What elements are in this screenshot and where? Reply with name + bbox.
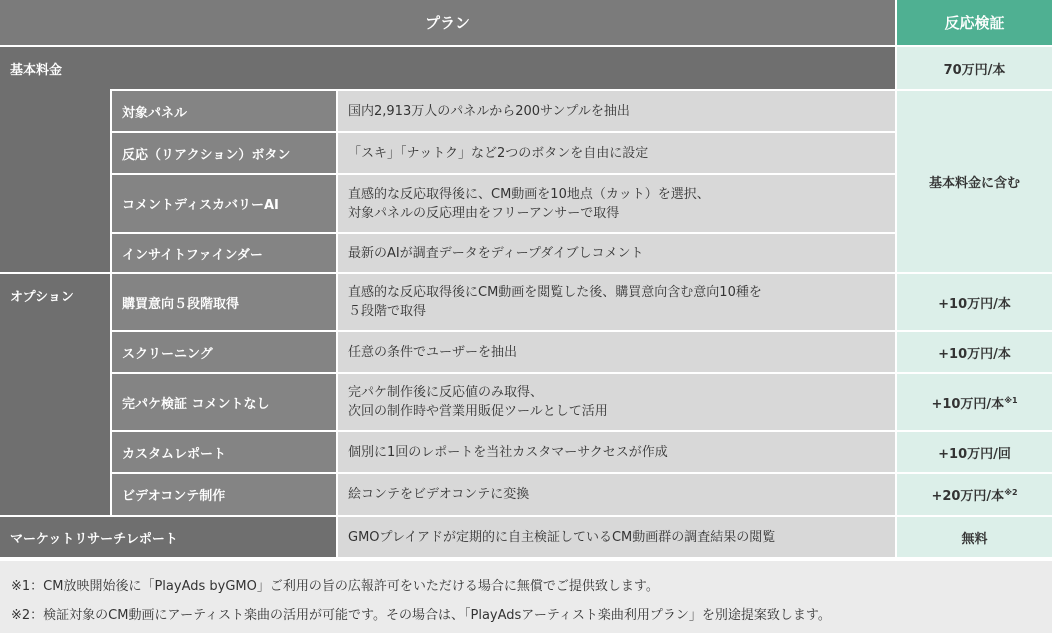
base-fee-price: 70万円/本 bbox=[897, 47, 1052, 89]
option-item-desc: 個別に1回のレポートを当社カスタマーサクセスが作成 bbox=[338, 432, 895, 472]
option-item-price: +10万円/本 $^{※1}$ bbox=[897, 374, 1052, 430]
base-item-name: 対象パネル bbox=[112, 91, 336, 131]
base-section-bar bbox=[0, 89, 110, 272]
footnote-1: ※1：CM放映開始後に「PlayAds byGMO」ご利用の旨の広報許可をいただける場合に無償でご提供致します。 bbox=[11, 579, 659, 594]
market-research-desc: GMOプレイアドが定期的に自主検証しているCM動画群の調査結果の閲覧 bbox=[338, 517, 895, 557]
base-item-name: 反応（リアクション）ボタン bbox=[112, 133, 336, 173]
option-label: オプション bbox=[10, 290, 74, 305]
footnote-marker: ※1 bbox=[1004, 395, 1018, 405]
product-header: 反応検証 bbox=[897, 0, 1052, 45]
footnote-marker: ※2 bbox=[1004, 488, 1018, 497]
base-item-name: コメントディスカバリーAI bbox=[112, 175, 336, 232]
base-included-price: 基本料金に含む bbox=[897, 91, 1052, 272]
base-item-desc: 「スキ」「ナットク」など2つのボタンを自由に設定 bbox=[338, 133, 895, 173]
base-item-desc: 国内2,913万人のパネルから200サンプルを抽出 bbox=[338, 91, 895, 131]
market-research-label: マーケットリサーチレポート bbox=[0, 517, 336, 557]
option-item-name: ビデオコンテ制作 bbox=[112, 474, 336, 515]
base-fee-label: 基本料金 bbox=[10, 63, 63, 78]
option-item-price: +10万円/本 bbox=[897, 274, 1052, 330]
option-item-desc: 完パケ制作後に反応値のみ取得、 次回の制作時や営業用販促ツールとして活用 bbox=[338, 374, 895, 430]
market-research-price: 無料 bbox=[897, 517, 1052, 557]
base-item-name: インサイトファインダー bbox=[112, 234, 336, 272]
option-item-name: スクリーニング bbox=[112, 332, 336, 372]
option-item-price: +10万円/回 bbox=[897, 432, 1052, 472]
option-section-bar bbox=[0, 274, 110, 515]
plan-header: プラン bbox=[0, 0, 895, 45]
option-item-name: 完パケ検証 コメントなし bbox=[112, 374, 336, 430]
option-item-desc: 直感的な反応取得後にCM動画を閲覧した後、購買意向含む意向10種を ５段階で取得 bbox=[338, 274, 895, 330]
option-item-desc: 任意の条件でユーザーを抽出 bbox=[338, 332, 895, 372]
option-item-name: カスタムレポート bbox=[112, 432, 336, 472]
option-item-name: 購買意向５段階取得 bbox=[112, 274, 336, 330]
base-item-desc: 最新のAIが調査データをディープダイブしコメント bbox=[338, 234, 895, 272]
footnote-2: ※2：検証対象のCM動画にアーティスト楽曲の活用が可能です。その場合は、「PlayAdsアーティスト楽曲利用プラン」を別途提案致します。 bbox=[11, 608, 831, 623]
base-fee-row bbox=[0, 47, 895, 89]
option-item-price: +20万円/本 $^{※2}$ bbox=[897, 474, 1052, 515]
option-item-desc: 絵コンテをビデオコンテに変換 bbox=[338, 474, 895, 515]
option-item-price: +10万円/本 bbox=[897, 332, 1052, 372]
base-item-desc: 直感的な反応取得後に、CM動画を10地点（カット）を選択、 対象パネルの反応理由をフリーアンサーで取得 bbox=[338, 175, 895, 232]
